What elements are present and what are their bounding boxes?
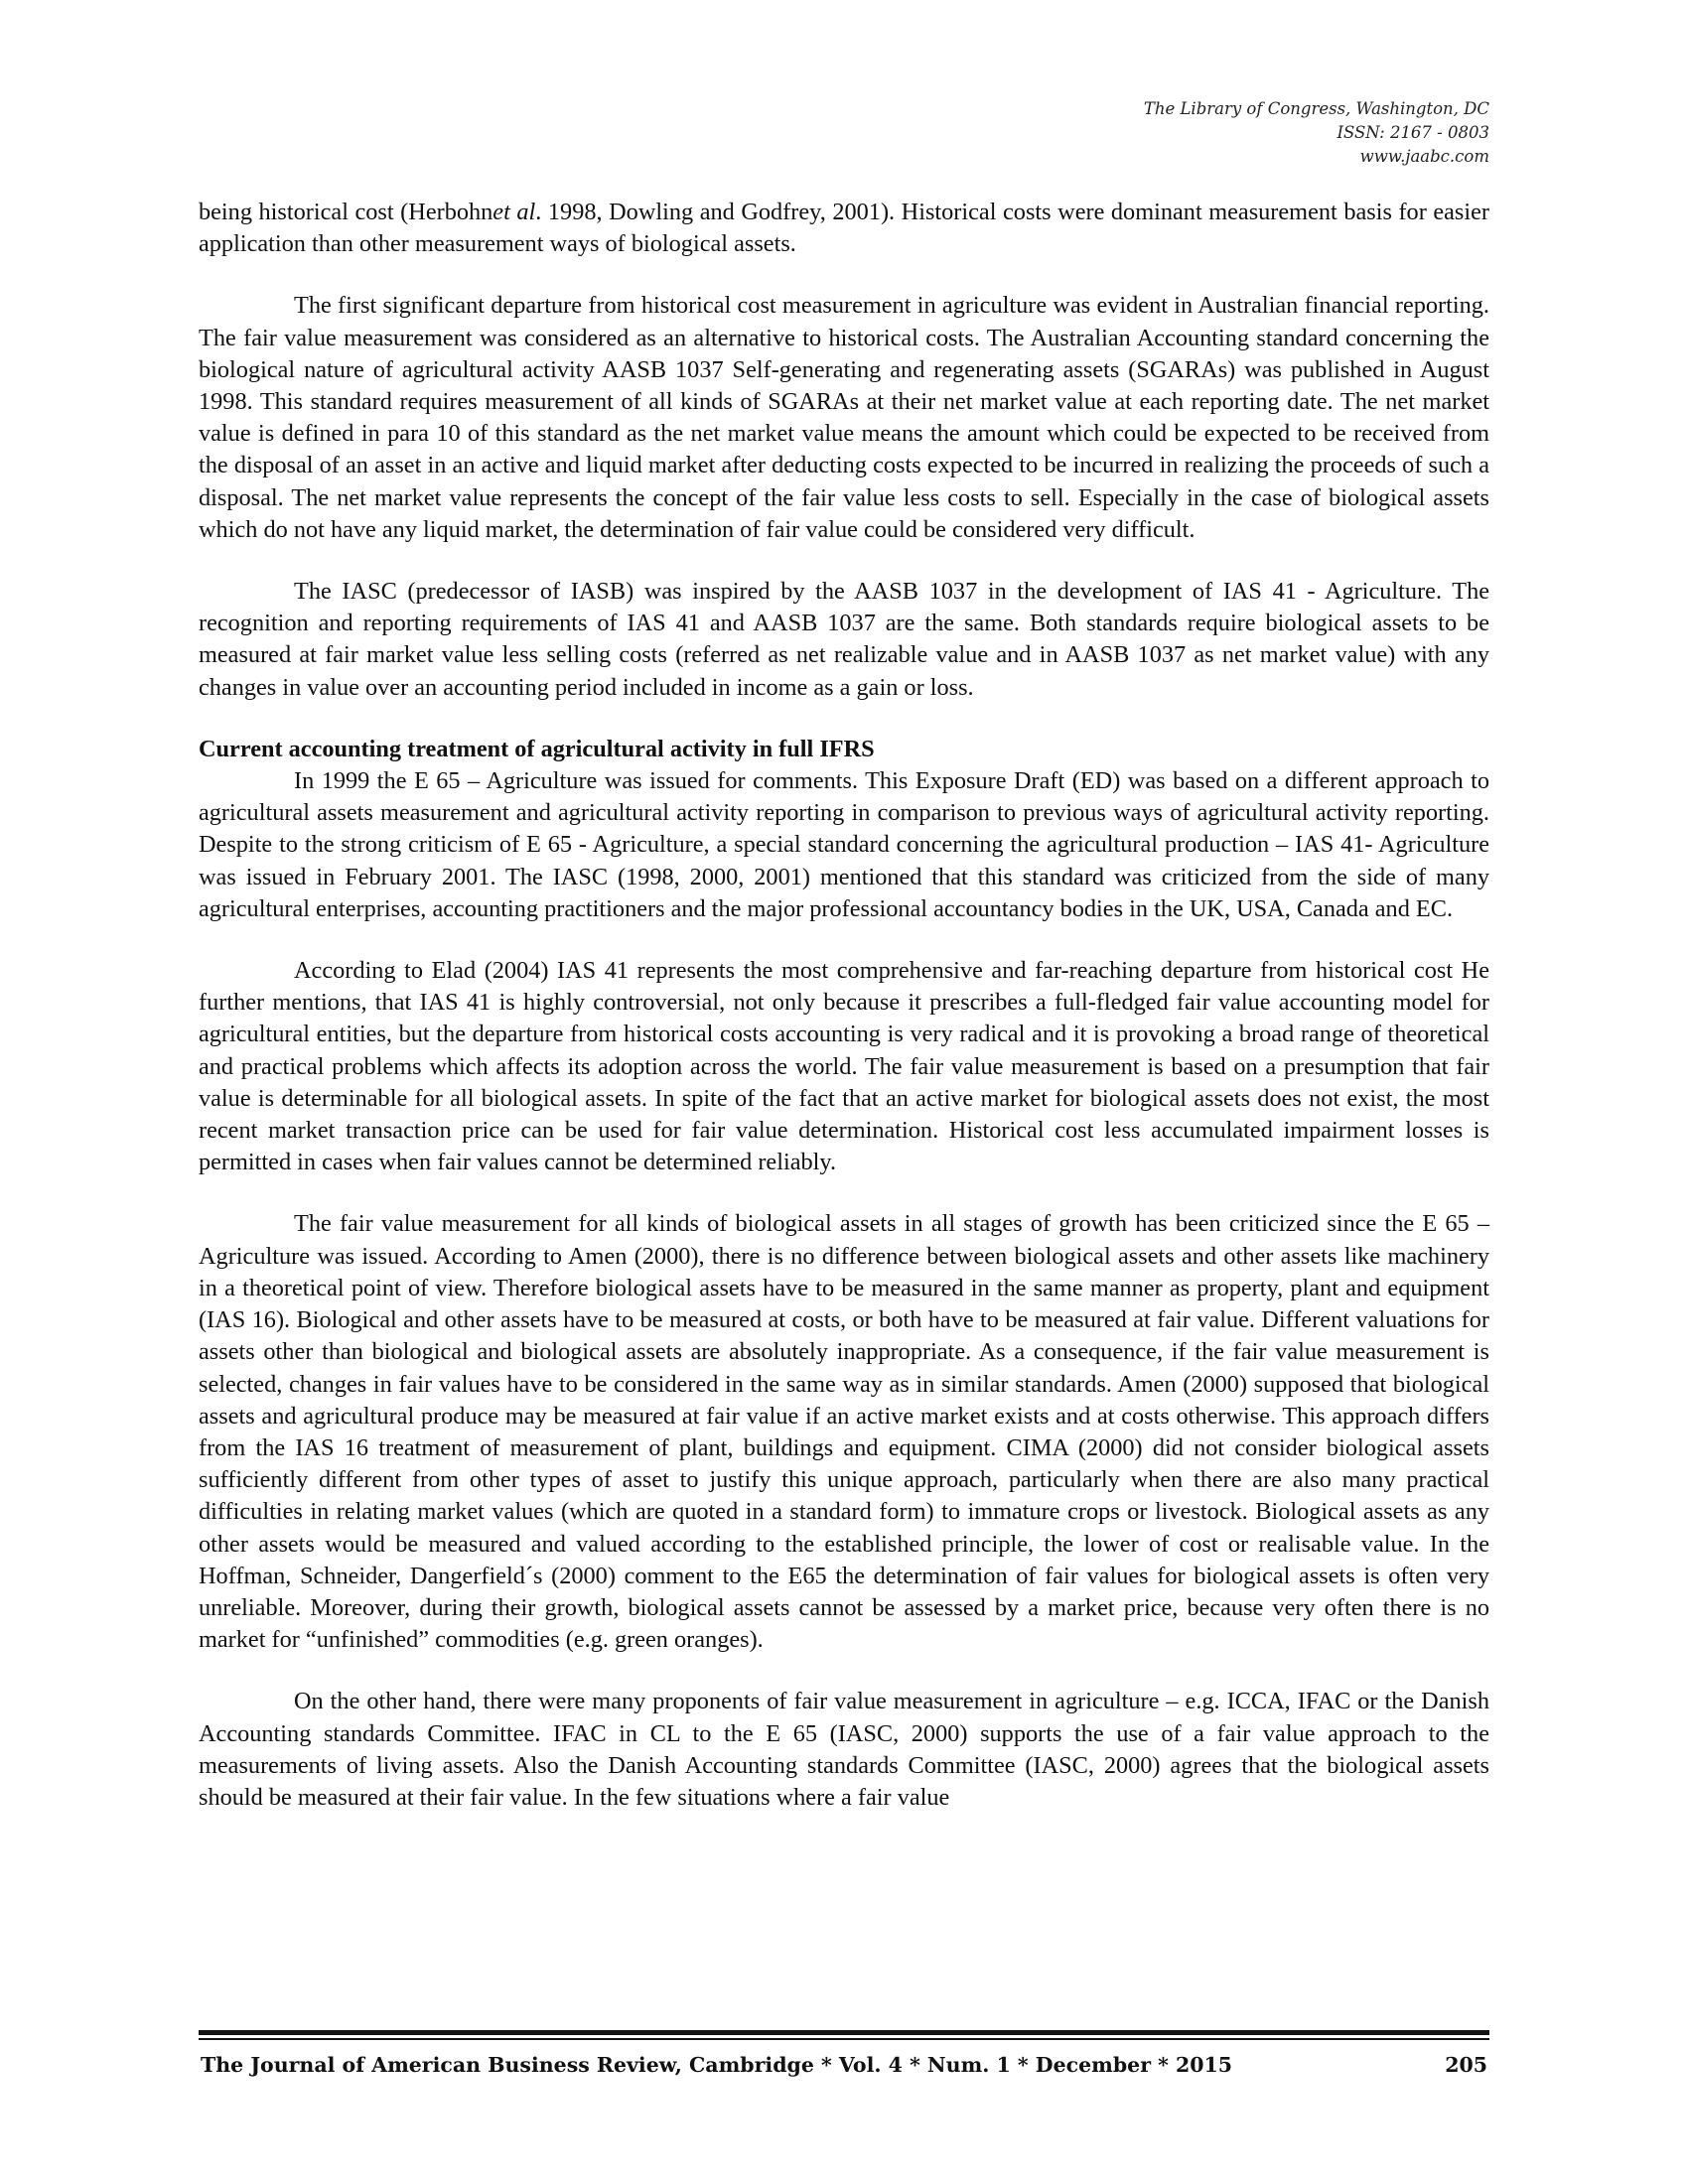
paragraph-3: The IASC (predecessor of IASB) was inspired by the AASB 1037 in the development of IAS 41 - Agriculture. The recognition and reporting requirements of IAS 41 and AASB 1037 are the same. Both standards require biological assets to be measured at fair market value less selling costs (referred as net realizable value and in AASB 1037 as net market value) with any changes in value over an accounting period included in income as a gain or loss. [199,578,1489,701]
citation-et-al: et al [492,199,536,225]
paragraph-5: According to Elad (2004) IAS 41 represents the most comprehensive and far-reaching departure from historical cost He further mentions, that IAS 41 is highly controversial, not only because it prescribes a full-fledged fair value accounting model for agricultural entities, but the departure from historical costs accounting is very radical and it is provoking a broad range of theoretical and practical problems which affects its adoption across the world. The fair value measurement is based on a presumption that fair value is determinable for all biological assets. In spite of the fact that an active market for biological assets does not exist, the most recent market transaction price can be used for fair value determination. Historical cost less accumulated impairment losses is permitted in cases when fair values cannot be determined reliably. [199,957,1489,1176]
header-issn-line: ISSN: 2167 - 0803 [1336,123,1489,142]
running-header [794,97,1489,169]
paragraph-6: The fair value measurement for all kinds of biological assets in all stages of growth has been criticized since the E 65 – Agriculture was issued. According to Amen (2000), there is no difference between biological assets and other assets like machinery in a theoretical point of view. Therefore biological assets have to be measured in the same manner as property, plant and equipment (IAS 16). Biological and other assets have to be measured at costs, or both have to be measured at fair value. Different valuations for assets other than biological and biological assets are absolutely inappropriate. As a consequence, if the fair value measurement is selected, changes in fair values have to be considered in the same way as in similar standards. Amen (2000) supposed that biological assets and agricultural produce may be measured at fair value if an active market exists and at costs otherwise. This approach differs from the IAS 16 treatment of measurement of plant, buildings and equipment. CIMA (2000) did not consider biological assets sufficiently different from other types of asset to justify this unique approach, particularly when there are also many practical difficulties in relating market values (which are quoted in a standard form) to immature crops or livestock. Biological assets as any other assets would be measured and valued according to the established principle, the lower of cost or realisable value. In the Hoffman, Schneider, Dangerfield´s (2000) comment to the E65 the determination of fair values for biological assets is often very unreliable. Moreover, during their growth, biological assets cannot be assessed by a market price, because very often there is no market for “unfinished” commodities (e.g. green oranges). [199,1210,1489,1654]
page-number: 205 [1445,2053,1487,2077]
paragraph-1-start: being historical cost (Herbohn [199,199,493,225]
paragraph-1-rest: . 1998, Dowling and Godfrey, 2001). Historical costs were dominant measurement basis for easier application than other measurement ways of biological assets. [199,199,1489,258]
paragraph-2: The first significant departure from historical cost measurement in agriculture was evident in Australian financial reporting. The fair value measurement was considered as an alternative to historical costs. The Australian Accounting standard concerning the biological nature of agricultural activity AASB 1037 Self-generating and regenerating assets (SGARAs) was published in August 1998. This standard requires measurement of all kinds of SGARAs at their net market value at each reporting date. The net market value is defined in para 10 of this standard as the net market value means the amount which could be expected to be received from the disposal of an asset in an active and liquid market after deducting costs expected to be incurred in realizing the proceeds of such a disposal. The net market value represents the concept of the fair value less costs to sell. Especially in the case of biological assets which do not have any liquid market, the determination of fair value could be considered very difficult. [199,292,1489,543]
header-website-line: www.jaabc.com [1359,147,1489,166]
paragraph-1 [199,197,1489,260]
section-heading: Current accounting treatment of agricultural activity in full IFRS [199,735,875,762]
running-footer [199,2053,1489,2083]
footer-journal-citation: The Journal of American Business Review, Cambridge * Vol. 4 * Num. 1 * December * 2015 [201,2053,1233,2077]
header-library-line: The Library of Congress, Washington, DC [1143,99,1489,118]
footer-rule-thin [199,2038,1489,2040]
paragraph-4: In 1999 the E 65 – Agriculture was issued for comments. This Exposure Draft (ED) was based on a different approach to agricultural assets measurement and agricultural activity reporting in comparison to previous ways of agricultural activity reporting. Despite to the strong criticism of E 65 - Agriculture, a special standard concerning the agricultural production – IAS 41- Agriculture was issued in February 2001. The IASC (1998, 2000, 2001) mentioned that this standard was criticized from the side of many agricultural enterprises, accounting practitioners and the major professional accountancy bodies in the UK, USA, Canada and EC. [199,767,1489,922]
body-text [199,197,1489,1814]
footer-rule-thick [199,2030,1489,2035]
paragraph-7: On the other hand, there were many proponents of fair value measurement in agriculture – e.g. ICCA, IFAC or the Danish Accounting standards Committee. IFAC in CL to the E 65 (IASC, 2000) supports the use of a fair value approach to the measurements of living assets. Also the Danish Accounting standards Committee (IASC, 2000) agrees that the biological assets should be measured at their fair value. In the few situations where a fair value [199,1688,1489,1811]
